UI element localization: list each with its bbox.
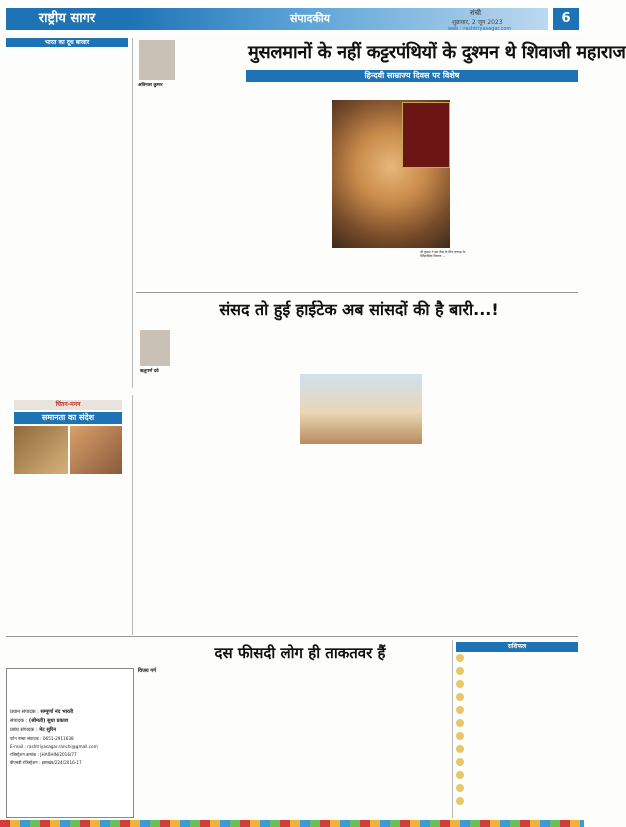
imprint-row: संपादक : (श्रीमती) सुधा प्रकाश bbox=[10, 718, 69, 724]
imprint-value: (श्रीमती) सुधा प्रकाश bbox=[28, 718, 69, 724]
website-label: web : rashtriyasagar.com bbox=[448, 26, 512, 32]
parliament-building-image bbox=[300, 374, 422, 444]
column-divider bbox=[452, 640, 453, 818]
column-divider bbox=[132, 395, 133, 635]
author-photo bbox=[140, 330, 170, 366]
photo-caption: श्री कुमार ने इस लेख के लिए रायगढ़ के ऐतिहासिक विवरण ... bbox=[420, 250, 466, 259]
parliament-headline: संसद तो हुई हाईटेक अब सांसदों की है बारी...! bbox=[219, 300, 499, 319]
imprint-phone: फोन नम्बर संपादक : 0651-2911638 bbox=[10, 736, 74, 741]
page-number: 6 bbox=[553, 8, 579, 30]
chintan-body bbox=[14, 478, 122, 628]
bottom-headline: दस फीसदी लोग ही ताकतवर हैं bbox=[214, 644, 386, 662]
bottom-body-col4 bbox=[318, 668, 374, 816]
left-column-heading: भारत का दूध बाजार bbox=[6, 38, 128, 47]
imprint-value: सम्पूर्णा नंद भारती bbox=[40, 709, 74, 715]
bottom-body-col5 bbox=[378, 668, 448, 816]
lead-divider bbox=[136, 292, 578, 293]
bottom-body-col2 bbox=[198, 668, 254, 816]
portrait-frame bbox=[402, 102, 450, 168]
footer-color-strip bbox=[0, 820, 584, 827]
zodiac-icon bbox=[456, 667, 464, 675]
imprint-value: मेट सुरिन bbox=[39, 727, 56, 733]
lead-intro-text bbox=[180, 40, 244, 88]
zodiac-icon bbox=[456, 706, 464, 714]
column-divider bbox=[132, 38, 133, 388]
rashifal-heading: राशिफल bbox=[456, 642, 578, 652]
city-label: रांची bbox=[470, 9, 481, 17]
imprint-row: प्रधान संपादक : सम्पूर्णा नंद भारती bbox=[10, 709, 74, 715]
imprint-list bbox=[10, 708, 128, 794]
imprint-reg: रजिस्ट्रेशन क्रमांक : JHARHIN/2016/77 bbox=[10, 752, 77, 757]
imprint-label: प्रबंध संपादक bbox=[10, 727, 35, 733]
section-title: संपादकीय bbox=[289, 12, 331, 25]
imprint-footer bbox=[10, 796, 128, 814]
column-label: विजय गर्ग bbox=[138, 668, 157, 674]
imprint-label: प्रधान संपादक bbox=[10, 709, 36, 715]
lead-kicker: हिन्दवी साम्राज्य दिवस पर विशेष bbox=[364, 71, 460, 80]
bottom-body-col3 bbox=[258, 668, 314, 816]
zodiac-icon bbox=[456, 693, 464, 701]
zodiac-icon bbox=[456, 745, 464, 753]
parliament-body-col1 bbox=[176, 330, 231, 630]
parliament-body-col2 bbox=[236, 330, 296, 630]
zodiac-icon bbox=[456, 680, 464, 688]
imprint-email: E-mail : rashtriyasagar.ranchi@gmail.com bbox=[10, 744, 98, 749]
zodiac-icon bbox=[456, 732, 464, 740]
bottom-body-col1 bbox=[138, 676, 194, 816]
imprint-intro bbox=[10, 672, 128, 706]
rashifal-list bbox=[456, 654, 578, 816]
parliament-author-name: ऋतुपर्ण दवे bbox=[140, 369, 159, 374]
imprint-row: प्रबंध संपादक : मेट सुरिन bbox=[10, 727, 56, 733]
date-label: शुक्रवार, 2 जून 2023 bbox=[452, 19, 503, 26]
parliament-body-col5 bbox=[380, 450, 470, 630]
parliament-body-col6 bbox=[426, 330, 470, 445]
imprint-rni: डीएमडी रजिस्ट्रेशन : झारखंड/224/2016-17 bbox=[10, 760, 82, 765]
chintan-image-hands bbox=[70, 426, 122, 474]
zodiac-icon bbox=[456, 654, 464, 662]
parliament-body-col3 bbox=[300, 330, 376, 370]
zodiac-icon bbox=[456, 719, 464, 727]
lead-author-name: अविनाश कुमार bbox=[138, 83, 163, 88]
chintan-label: चिंतन-मनन bbox=[55, 401, 81, 408]
shivaji-illustration bbox=[332, 100, 450, 248]
masthead bbox=[0, 0, 584, 33]
lead-body-col5 bbox=[470, 88, 578, 288]
zodiac-icon bbox=[456, 758, 464, 766]
imprint-label: संपादक bbox=[10, 718, 25, 724]
parliament-body-col4 bbox=[300, 450, 376, 630]
rashifal-text bbox=[467, 654, 578, 814]
zodiac-icon bbox=[456, 784, 464, 792]
paper-name: राष्ट्रीय सागर bbox=[6, 8, 128, 30]
lead-body-col2 bbox=[238, 88, 306, 288]
left-column-body bbox=[6, 50, 128, 390]
zodiac-icon bbox=[456, 797, 464, 805]
chintan-title: समानता का संदेश bbox=[14, 412, 122, 424]
lead-headline: मुसलमानों के नहीं कट्टरपंथियों के दुश्मन थे शिवाजी महाराज bbox=[248, 42, 626, 63]
chintan-image-scales bbox=[14, 426, 68, 474]
zodiac-icon bbox=[456, 771, 464, 779]
lead-body-col1 bbox=[139, 95, 234, 290]
parliament-body-col7 bbox=[474, 330, 578, 630]
author-photo bbox=[139, 40, 175, 80]
bottom-divider bbox=[6, 636, 578, 637]
